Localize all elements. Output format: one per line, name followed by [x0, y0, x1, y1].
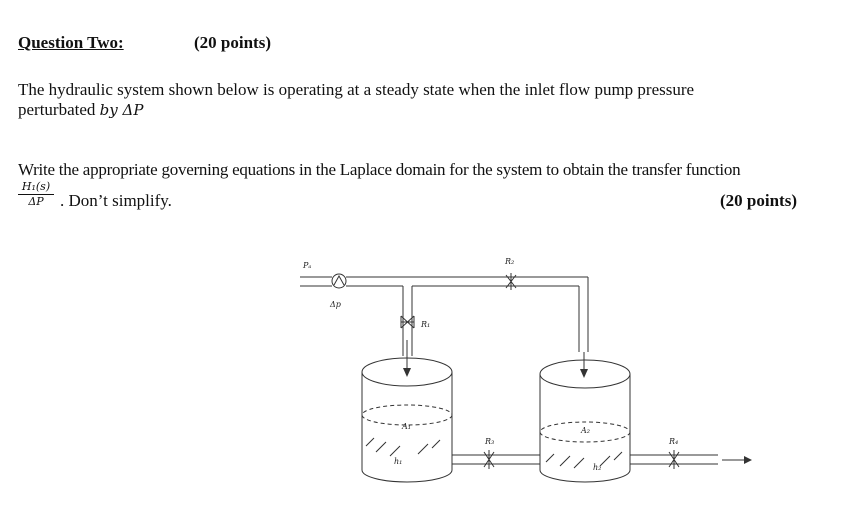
valve-r4-icon	[669, 450, 679, 469]
label-r3: R₃	[485, 437, 495, 446]
tank-1-hatch	[366, 438, 440, 456]
label-r4: R₄	[669, 437, 679, 446]
valve-r1-icon	[401, 316, 414, 328]
intro-line-2-text: perturbated	[18, 100, 96, 119]
valve-r2-icon	[506, 273, 516, 290]
intro-line-1: The hydraulic system shown below is operating at a steady state when the inlet flow pump pressure	[18, 80, 695, 99]
label-h1: h₁	[394, 457, 403, 466]
pump-triangle-icon	[334, 276, 344, 285]
tf-denominator: ΔP	[28, 195, 44, 208]
tank-1-bottom	[362, 470, 452, 482]
label-dp: Δp	[330, 300, 341, 309]
label-h2: h₂	[593, 463, 602, 472]
question-points: (20 points)	[194, 33, 271, 52]
label-r1: R₁	[421, 320, 431, 329]
task-line-1: Write the appropriate governing equations in the Laplace domain for the system to obtain the transfer function	[18, 160, 741, 179]
outlet-arrow-icon	[744, 456, 752, 464]
label-pa: Pₐ	[303, 261, 312, 270]
tf-numerator: H₁(s)	[21, 180, 51, 193]
label-a1: A₁	[402, 422, 411, 431]
label-r2: R₂	[505, 257, 515, 266]
label-a2: A₂	[581, 426, 590, 435]
intro-line-2-math: by ΔP	[99, 101, 144, 119]
tank-2-hatch	[546, 452, 622, 468]
task-points: (20 points)	[720, 191, 797, 210]
task-line-2: . Don’t simplify.	[60, 191, 172, 210]
question-title: Question Two:	[18, 33, 124, 52]
tank-2-bottom	[540, 470, 630, 482]
valve-r3-icon	[484, 450, 494, 469]
